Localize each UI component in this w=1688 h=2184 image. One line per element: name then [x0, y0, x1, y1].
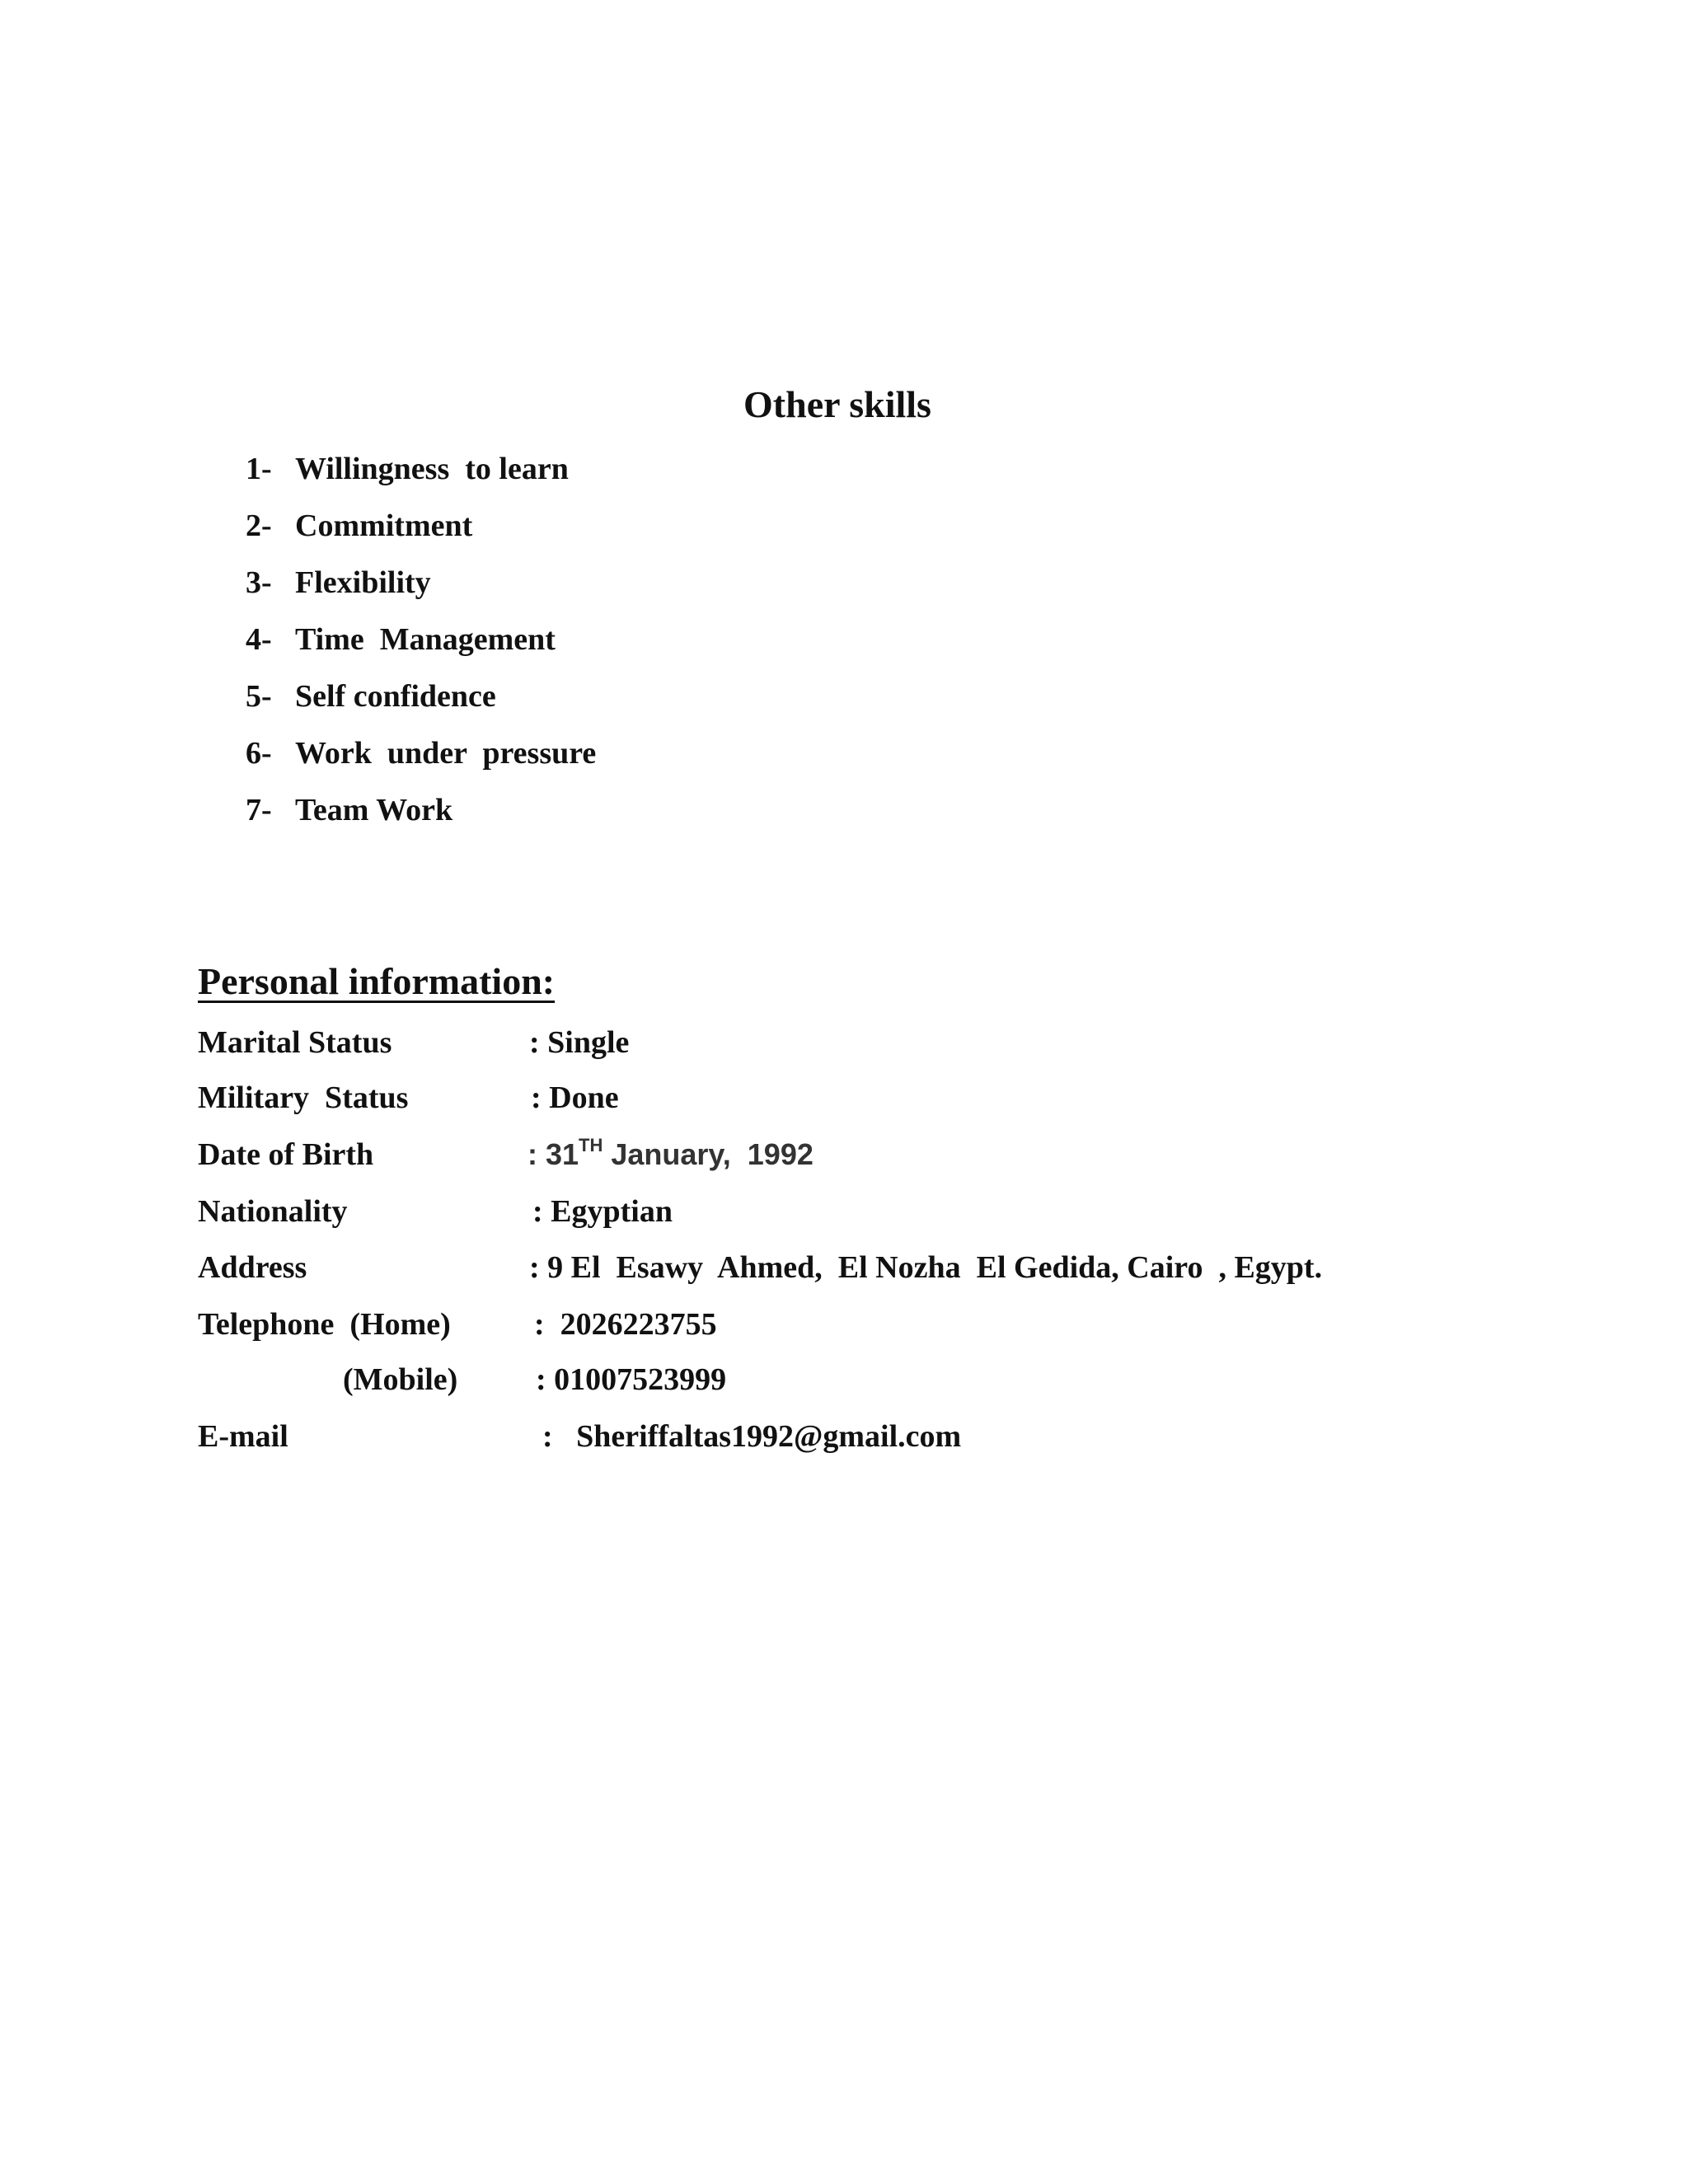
skill-label: Self confidence	[295, 679, 496, 714]
skill-number: 6-	[246, 736, 272, 771]
skill-label: Work under pressure	[295, 736, 597, 771]
nationality-label: Nationality	[198, 1194, 348, 1229]
date-of-birth-day: : 31	[528, 1137, 579, 1171]
personal-information-heading: Personal information:	[198, 960, 556, 1002]
skill-label: Willingness to learn	[295, 452, 569, 486]
military-status-value: : Done	[531, 1080, 619, 1115]
email-label: E-mail	[198, 1419, 288, 1454]
skill-item	[246, 565, 596, 622]
skill-item	[246, 736, 596, 793]
nationality-value: : Egyptian	[532, 1194, 673, 1229]
skill-item	[246, 622, 596, 679]
address-value: : 9 El Esawy Ahmed, El Nozha El Gedida, Cairo , Egypt.	[529, 1250, 1323, 1285]
marital-status-label: Marital Status	[198, 1025, 392, 1060]
other-skills-title: Other skills	[743, 383, 931, 425]
skill-number: 1-	[246, 452, 272, 486]
skill-item	[246, 452, 596, 509]
skill-label: Time Management	[295, 622, 556, 657]
other-skills-heading	[0, 383, 1688, 425]
skill-number: 3-	[246, 565, 272, 600]
date-of-birth-value	[528, 1137, 814, 1172]
skills-list	[246, 452, 596, 850]
skill-label: Flexibility	[295, 565, 431, 600]
telephone-mobile-value: : 01007523999	[536, 1362, 727, 1397]
skill-number: 4-	[246, 622, 272, 657]
date-of-birth-month-year: January, 1992	[603, 1137, 814, 1171]
skill-number: 7-	[246, 793, 272, 827]
telephone-mobile-label: (Mobile)	[343, 1362, 458, 1397]
skill-number: 2-	[246, 509, 272, 543]
skill-item	[246, 509, 596, 565]
skill-label: Commitment	[295, 509, 473, 543]
telephone-home-label: Telephone (Home)	[198, 1307, 451, 1342]
telephone-home-value: : 2026223755	[534, 1307, 717, 1342]
skill-label: Team Work	[295, 793, 453, 827]
military-status-label: Military Status	[198, 1080, 409, 1115]
skill-item	[246, 793, 596, 850]
email-value: : Sheriffaltas1992@gmail.com	[542, 1419, 962, 1454]
date-of-birth-ordinal: TH	[579, 1135, 603, 1155]
skill-number: 5-	[246, 679, 272, 714]
skill-item	[246, 679, 596, 736]
marital-status-value: : Single	[529, 1025, 630, 1060]
address-label: Address	[198, 1250, 307, 1285]
date-of-birth-label: Date of Birth	[198, 1137, 374, 1172]
